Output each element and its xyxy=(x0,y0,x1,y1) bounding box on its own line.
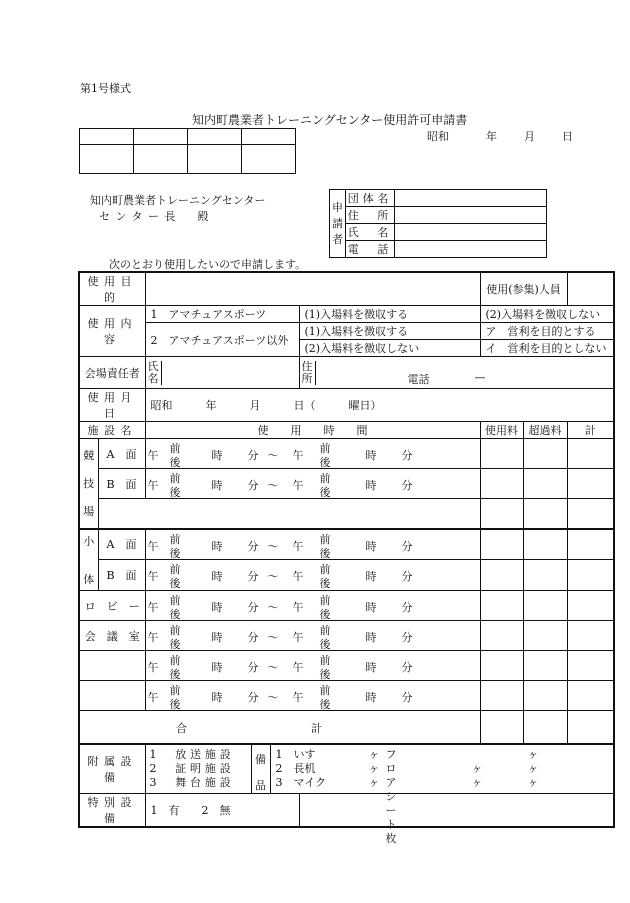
time-mark-zen: 前 xyxy=(169,442,181,455)
time-mark-zen: 前 xyxy=(169,532,181,546)
time-mark-ji: 時 xyxy=(211,601,223,614)
time-mark-ji: 時 xyxy=(211,631,223,644)
time-mark-fun: 分 xyxy=(247,479,259,492)
grand-total-label: 合 計 xyxy=(79,711,480,744)
time-slot[interactable] xyxy=(145,681,480,711)
time-mark-tilde: 〜 xyxy=(267,449,279,462)
approval-stamp-grid xyxy=(79,128,296,174)
time-mark-ji: 時 xyxy=(211,539,223,553)
time-mark-gozen: 午 xyxy=(292,539,304,553)
phone-label: 電 話 xyxy=(346,241,395,258)
time-mark-fun: 分 xyxy=(401,691,413,704)
special-equipment-field[interactable] xyxy=(299,794,614,828)
chair-item[interactable]: 1 いす xyxy=(275,747,316,761)
date-era: 昭和 xyxy=(427,130,449,143)
fee-cell[interactable] xyxy=(480,621,523,651)
fee-collect-option-2[interactable]: (1)入場料を徴収する xyxy=(299,323,480,340)
time-mark-zen: 前 xyxy=(319,442,331,455)
addressee-line1: 知内町農業者トレーニングセンター xyxy=(90,194,266,207)
org-name-label: 団体名 xyxy=(346,190,395,207)
small-gym-side-b: B 面 xyxy=(98,560,145,591)
time-mark-gozen: 午 xyxy=(147,661,159,674)
time-mark-fun: 分 xyxy=(247,691,259,704)
time-mark-gozen: 午 xyxy=(292,691,304,704)
time-mark-fun: 分 xyxy=(401,539,413,553)
stamp-cell xyxy=(188,129,242,145)
stamp-cell xyxy=(188,145,242,174)
time-mark-ji: 時 xyxy=(211,661,223,674)
time-mark-fun: 分 xyxy=(247,570,259,583)
arena-side-a: A 面 xyxy=(98,439,145,469)
time-mark-ji: 時 xyxy=(365,479,377,492)
time-mark-fun: 分 xyxy=(401,631,413,644)
time-mark-go: 後 xyxy=(319,486,331,499)
grand-total-fee[interactable] xyxy=(480,711,523,744)
fee-cell[interactable] xyxy=(480,560,523,591)
stamp-cell xyxy=(80,129,134,145)
time-slot[interactable] xyxy=(145,439,480,469)
time-mark-zen: 前 xyxy=(319,563,331,576)
date-month: 月 xyxy=(524,130,535,143)
manager-name-label: 氏 名 xyxy=(146,361,162,385)
time-mark-gozen: 午 xyxy=(292,570,304,583)
profit-option[interactable]: ア 営利を目的とする xyxy=(480,323,614,340)
total-cell[interactable] xyxy=(567,439,614,469)
manager-phone-label: 電話 xyxy=(407,373,430,386)
manager-address-field[interactable] xyxy=(299,357,614,389)
time-mark-gozen: 午 xyxy=(147,691,159,704)
meeting-room-label: 会 議 室 xyxy=(79,621,145,651)
time-mark-ji: 時 xyxy=(365,661,377,674)
time-mark-gozen: 午 xyxy=(147,479,159,492)
manager-address-label: 住 所 xyxy=(300,361,316,385)
time-slot[interactable] xyxy=(145,621,480,651)
facility-header: 施設名 xyxy=(79,422,145,439)
intro-text: 次のとおり使用したいので申請します。 xyxy=(109,258,307,271)
time-mark-zen: 前 xyxy=(169,624,181,637)
fee-no-collect-option-2[interactable]: (2)入場料を徴収しない xyxy=(299,340,480,357)
overtime-header: 超過料 xyxy=(523,422,567,439)
time-mark-tilde: 〜 xyxy=(267,570,279,583)
time-mark-fun: 分 xyxy=(247,661,259,674)
time-mark-go: 後 xyxy=(169,456,181,469)
total-cell[interactable] xyxy=(567,560,614,591)
total-cell[interactable] xyxy=(567,681,614,711)
time-mark-gozen: 午 xyxy=(147,449,159,462)
fee-cell[interactable] xyxy=(480,439,523,469)
time-mark-gozen: 午 xyxy=(292,479,304,492)
time-mark-gozen: 午 xyxy=(147,601,159,614)
time-mark-ji: 時 xyxy=(365,601,377,614)
address-field[interactable] xyxy=(395,207,547,224)
time-mark-fun: 分 xyxy=(401,449,413,462)
stamp-cell xyxy=(134,129,188,145)
overtime-cell[interactable] xyxy=(523,621,567,651)
time-header: 使 用 時 間 xyxy=(145,422,480,439)
time-slot[interactable] xyxy=(145,469,480,499)
lobby-label: ロ ビ ー xyxy=(79,591,145,621)
time-mark-go: 後 xyxy=(319,577,331,590)
time-mark-ji: 時 xyxy=(365,570,377,583)
overtime-cell[interactable] xyxy=(523,529,567,560)
time-mark-fun: 分 xyxy=(401,661,413,674)
overtime-cell[interactable] xyxy=(523,681,567,711)
time-mark-zen: 前 xyxy=(319,532,331,546)
total-cell[interactable] xyxy=(567,621,614,651)
time-slot[interactable] xyxy=(145,651,480,681)
time-mark-gozen: 午 xyxy=(147,539,159,553)
time-mark-fun: 分 xyxy=(247,631,259,644)
address-label: 住 所 xyxy=(346,207,395,224)
overtime-cell[interactable] xyxy=(523,499,567,529)
time-mark-tilde: 〜 xyxy=(267,661,279,674)
fee-cell[interactable] xyxy=(480,529,523,560)
total-cell[interactable] xyxy=(567,651,614,681)
total-cell[interactable] xyxy=(567,529,614,560)
time-mark-zen: 前 xyxy=(169,563,181,576)
time-mark-gozen: 午 xyxy=(292,601,304,614)
time-mark-fun: 分 xyxy=(401,601,413,614)
arena-side-b: B 面 xyxy=(98,469,145,499)
attached-item[interactable]: 3 舞台施設 xyxy=(149,775,235,789)
time-mark-zen: 前 xyxy=(319,624,331,637)
time-mark-zen: 前 xyxy=(169,472,181,485)
desk-item[interactable]: 2 長机 xyxy=(275,761,316,775)
time-mark-go: 後 xyxy=(319,638,331,651)
time-mark-ji: 時 xyxy=(211,479,223,492)
manager-phone-dash: — xyxy=(474,371,486,384)
time-mark-tilde: 〜 xyxy=(267,691,279,704)
time-mark-zen: 前 xyxy=(319,654,331,667)
fee-header: 使用料 xyxy=(480,422,523,439)
time-mark-ji: 時 xyxy=(365,539,377,553)
meeting-room-blank xyxy=(79,651,145,681)
content-option-non-amateur[interactable]: 2 アマチュアスポーツ以外 xyxy=(145,323,299,357)
name-field[interactable] xyxy=(395,224,547,241)
content-option-amateur[interactable]: 1 アマチュアスポーツ xyxy=(145,306,299,323)
date-day: 日 xyxy=(562,130,573,143)
time-slot[interactable] xyxy=(145,591,480,621)
form-title: 知内町農業者トレーニングセンター使用許可申請書 xyxy=(192,113,468,127)
time-mark-gozen: 午 xyxy=(147,631,159,644)
time-mark-fun: 分 xyxy=(401,479,413,492)
special-equipment-label: 特別設備 xyxy=(79,794,145,828)
non-profit-option[interactable]: イ 営利を目的としない xyxy=(480,340,614,357)
time-mark-gozen: 午 xyxy=(147,570,159,583)
total-cell[interactable] xyxy=(567,469,614,499)
overtime-cell[interactable] xyxy=(523,469,567,499)
time-mark-go: 後 xyxy=(169,546,181,560)
fee-cell[interactable] xyxy=(480,681,523,711)
phone-field[interactable] xyxy=(395,241,547,258)
time-mark-zen: 前 xyxy=(319,684,331,697)
arena-label: 競 技 場 xyxy=(79,439,98,529)
time-mark-fun: 分 xyxy=(401,570,413,583)
purpose-field[interactable] xyxy=(145,272,480,306)
equipment-label: 備 品 xyxy=(251,745,271,793)
fee-cell[interactable] xyxy=(480,469,523,499)
date-line xyxy=(427,128,573,144)
time-mark-tilde: 〜 xyxy=(267,601,279,614)
manager-name-field[interactable] xyxy=(145,357,299,389)
time-mark-fun: 分 xyxy=(247,601,259,614)
time-mark-go: 後 xyxy=(319,608,331,621)
fee-cell[interactable] xyxy=(480,591,523,621)
applicant-box xyxy=(329,189,547,258)
fee-collect-option[interactable]: (1)入場料を徴収する xyxy=(299,306,480,323)
time-mark-go: 後 xyxy=(169,638,181,651)
addressee-line2: センター長 殿 xyxy=(99,210,215,223)
time-mark-ji: 時 xyxy=(211,449,223,462)
time-mark-go: 後 xyxy=(169,608,181,621)
small-gym-side-a: A 面 xyxy=(98,529,145,560)
time-mark-ji: 時 xyxy=(211,570,223,583)
time-mark-go: 後 xyxy=(169,668,181,681)
time-mark-tilde: 〜 xyxy=(267,539,279,553)
org-name-field[interactable] xyxy=(395,190,547,207)
arena-blank[interactable] xyxy=(98,499,480,529)
time-mark-go: 後 xyxy=(169,698,181,711)
time-mark-zen: 前 xyxy=(319,594,331,607)
equipment-list: 1 いす ヶ フロアシート枚 ヶ 2 長机 ヶ ヶ ヶ 3 マイク ヶ ヶ ヶ xyxy=(275,747,539,845)
participants-label: 使用(参集)人員 xyxy=(480,272,567,306)
time-mark-go: 後 xyxy=(319,546,331,560)
mic-item[interactable]: 3 マイク xyxy=(275,775,327,789)
time-mark-tilde: 〜 xyxy=(267,479,279,492)
time-mark-ji: 時 xyxy=(365,631,377,644)
application-table xyxy=(78,271,615,845)
content-label: 使用内容 xyxy=(79,306,145,357)
use-date-field[interactable]: 昭和 年 月 日（ 曜日） xyxy=(145,389,614,422)
time-mark-fun: 分 xyxy=(247,449,259,462)
time-slot[interactable] xyxy=(145,529,480,560)
time-mark-go: 後 xyxy=(169,577,181,590)
stamp-cell xyxy=(242,145,296,174)
participants-field[interactable] xyxy=(567,272,614,306)
manager-label: 会場責任者 xyxy=(79,357,145,389)
attached-item[interactable]: 2 証明施設 xyxy=(149,761,235,775)
time-mark-go: 後 xyxy=(169,486,181,499)
time-mark-ji: 時 xyxy=(211,691,223,704)
stamp-cell xyxy=(242,129,296,145)
overtime-cell[interactable] xyxy=(523,439,567,469)
time-mark-ji: 時 xyxy=(365,691,377,704)
row-total-header: 計 xyxy=(567,422,614,439)
time-slot[interactable] xyxy=(145,560,480,591)
time-mark-zen: 前 xyxy=(169,594,181,607)
time-mark-gozen: 午 xyxy=(292,631,304,644)
meeting-room-blank xyxy=(79,681,145,711)
overtime-cell[interactable] xyxy=(523,651,567,681)
time-mark-go: 後 xyxy=(319,698,331,711)
purpose-label: 使用目的 xyxy=(79,272,145,306)
time-mark-zen: 前 xyxy=(319,472,331,485)
attached-equipment-label: 附属設備 xyxy=(79,744,145,794)
stamp-cell xyxy=(134,145,188,174)
name-label: 氏 名 xyxy=(346,224,395,241)
small-gym-label: 小 体 xyxy=(79,529,98,591)
applicant-side-label: 申 請 者 xyxy=(330,190,346,258)
form-number: 第1号様式 xyxy=(80,82,131,95)
fee-cell[interactable] xyxy=(480,499,523,529)
total-cell[interactable] xyxy=(567,591,614,621)
grand-total-overtime[interactable] xyxy=(523,711,567,744)
overtime-cell[interactable] xyxy=(523,560,567,591)
time-mark-ji: 時 xyxy=(365,449,377,462)
time-mark-go: 後 xyxy=(319,668,331,681)
fee-cell[interactable] xyxy=(480,651,523,681)
time-mark-gozen: 午 xyxy=(292,449,304,462)
time-mark-go: 後 xyxy=(319,456,331,469)
fee-no-collect-option[interactable]: (2)入場料を徴収しない xyxy=(480,306,614,323)
use-date-label: 使用月日 xyxy=(79,389,145,422)
time-mark-gozen: 午 xyxy=(292,661,304,674)
date-year: 年 xyxy=(486,130,497,143)
attached-item[interactable]: 1 放送施設 xyxy=(149,747,235,761)
stamp-cell xyxy=(80,145,134,174)
overtime-cell[interactable] xyxy=(523,591,567,621)
special-equipment-options[interactable]: 1 有 2 無 xyxy=(145,794,299,828)
time-mark-zen: 前 xyxy=(169,654,181,667)
time-mark-zen: 前 xyxy=(169,684,181,697)
floor-sheet-item[interactable]: フロアシート枚 xyxy=(385,747,397,845)
time-mark-tilde: 〜 xyxy=(267,631,279,644)
time-mark-fun: 分 xyxy=(247,539,259,553)
total-cell[interactable] xyxy=(567,499,614,529)
grand-total-sum[interactable] xyxy=(567,711,614,744)
